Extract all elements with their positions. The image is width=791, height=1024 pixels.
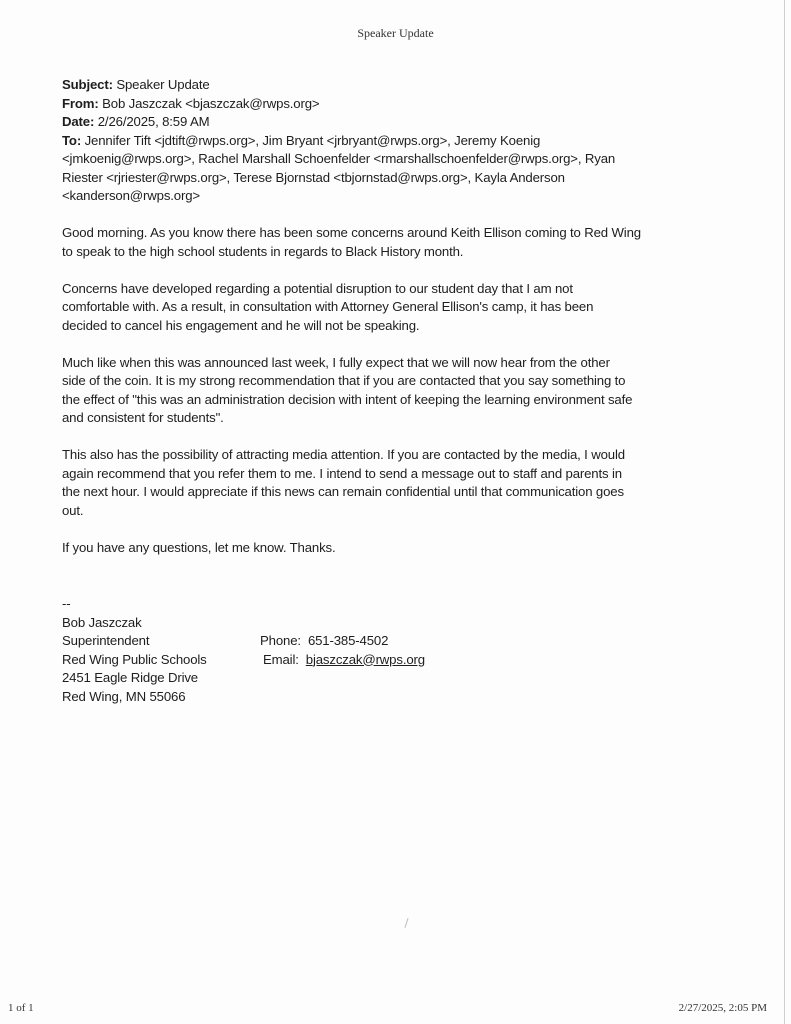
body-line: Concerns have developed regarding a potential disruption to our student day that I am not bbox=[62, 280, 573, 296]
to-recipients-line: Riester <rjriester@rwps.org>, Terese Bjornstad <tbjornstad@rwps.org>, Kayla Anderson bbox=[62, 169, 565, 185]
from-line bbox=[62, 95, 762, 114]
date-line bbox=[62, 113, 762, 132]
body-line: decided to cancel his engagement and he will not be speaking. bbox=[62, 317, 420, 333]
date-label: Date: bbox=[62, 114, 95, 129]
to-block bbox=[62, 132, 762, 206]
phone-label: Phone: bbox=[260, 633, 301, 648]
body-line: comfortable with. As a result, in consultation with Attorney General Ellison's camp, it has been bbox=[62, 299, 594, 314]
body-line: Good morning. As you know there has been some concerns around Keith Ellison coming to Red Wing bbox=[62, 225, 641, 240]
to-recipients-line: <kanderson@rwps.org> bbox=[62, 188, 200, 203]
body-line: to speak to the high school students in regards to Black History month. bbox=[62, 243, 464, 259]
signature-block bbox=[62, 595, 762, 706]
body-line: the effect of "this was an administration decision with intent of keeping the learning environment safe bbox=[62, 391, 633, 407]
body-paragraph bbox=[62, 539, 762, 558]
email-label: Email: bbox=[263, 651, 299, 667]
email-message bbox=[62, 76, 762, 706]
scan-mark bbox=[404, 918, 408, 928]
to-recipients-line: Jennifer Tift <jdtift@rwps.org>, Jim Bryant <jrbryant@rwps.org>, Jeremy Koenig bbox=[84, 132, 541, 148]
scan-edge-line bbox=[784, 0, 785, 1024]
body-paragraph bbox=[62, 280, 762, 336]
phone-value: 651-385-4502 bbox=[307, 633, 389, 648]
page-header-title: Speaker Update bbox=[357, 26, 434, 40]
signature-organization: Red Wing Public Schools bbox=[62, 651, 207, 667]
to-line bbox=[62, 132, 762, 151]
body-line: again recommend that you refer them to me. I intend to send a message out to staff and parents in bbox=[62, 465, 622, 481]
subject-label: Subject: bbox=[62, 77, 113, 92]
body-paragraph bbox=[62, 224, 762, 261]
subject-line bbox=[62, 76, 762, 95]
body-line: the next hour. I would appreciate if this news can remain confidential until that communication goes bbox=[62, 484, 624, 499]
signature-row bbox=[62, 651, 762, 670]
date-value: 2/26/2025, 8:59 AM bbox=[97, 114, 210, 129]
signature-name: Bob Jaszczak bbox=[62, 614, 142, 630]
body-line: and consistent for students". bbox=[62, 410, 224, 425]
signature-address-line2: Red Wing, MN 55066 bbox=[62, 688, 186, 704]
body-line: Much like when this was announced last week, I fully expect that we will now hear from the other bbox=[62, 354, 610, 370]
body-line: This also has the possibility of attracting media attention. If you are contacted by the media, I would bbox=[62, 447, 625, 462]
signature-row bbox=[62, 632, 762, 651]
body-paragraph bbox=[62, 446, 762, 520]
signature-email bbox=[260, 651, 425, 670]
footer-timestamp: 2/27/2025, 2:05 PM bbox=[678, 1002, 767, 1014]
body-line: side of the coin. It is my strong recommendation that if you are contacted that you say something to bbox=[62, 373, 626, 388]
from-value: Bob Jaszczak <bjaszczak@rwps.org> bbox=[102, 95, 320, 111]
email-link[interactable]: bjaszczak@rwps.org bbox=[305, 651, 425, 667]
body-line: If you have any questions, let me know. Thanks. bbox=[62, 539, 336, 555]
signature-title: Superintendent bbox=[62, 633, 150, 648]
signature-separator: -- bbox=[62, 596, 71, 611]
signature-address-line1: 2451 Eagle Ridge Drive bbox=[62, 670, 198, 685]
from-label: From: bbox=[62, 95, 99, 111]
body-paragraph bbox=[62, 354, 762, 428]
to-recipients-line: <jmkoenig@rwps.org>, Rachel Marshall Schoenfelder <rmarshallschoenfelder@rwps.org>, Ryan bbox=[62, 151, 616, 166]
body-line: out. bbox=[62, 502, 84, 518]
to-label: To: bbox=[62, 132, 82, 148]
footer-page-count: 1 of 1 bbox=[8, 1002, 34, 1014]
signature-phone bbox=[260, 632, 388, 651]
subject-value: Speaker Update bbox=[116, 77, 210, 92]
